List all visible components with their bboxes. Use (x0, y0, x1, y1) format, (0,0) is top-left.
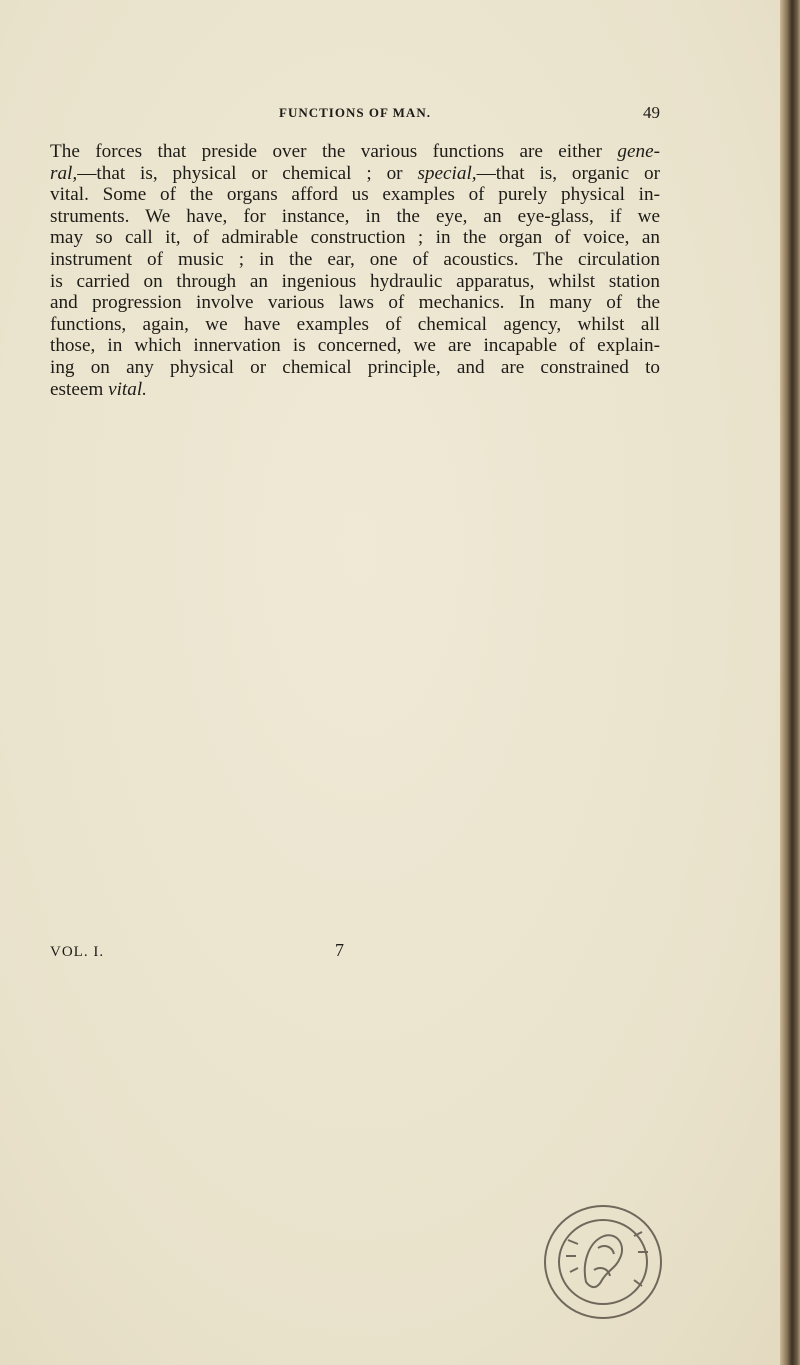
text-line: instrument of music ; in the ear, one of acoustics. The circulation (50, 248, 660, 270)
page-number: 49 (643, 103, 660, 122)
text-line: is carried on through an ingenious hydraulic apparatus, whilst station (50, 270, 660, 292)
text-line: those, in which innervation is concerned, we are incapable of explain- (50, 335, 660, 357)
text-line: and progression involve various laws of mechanics. In many of the (50, 292, 660, 314)
volume-label: VOL. I. (50, 944, 105, 960)
running-head (50, 103, 660, 125)
signature-line (50, 940, 660, 964)
body-paragraph (50, 141, 660, 400)
text-line: may so call it, of admirable construction ; in the organ of voice, an (50, 227, 660, 249)
text-line: esteem vital. (50, 378, 147, 400)
text-line: ing on any physical or chemical principle, and are constrained to (50, 356, 660, 378)
signature-mark: 7 (335, 940, 344, 960)
text-line: functions, again, we have examples of chemical agency, whilst all (50, 313, 660, 335)
text-line: vital. Some of the organs afford us examples of purely physical in- (50, 184, 660, 206)
book-binding-edge (780, 0, 800, 1365)
text-line: struments. We have, for instance, in the eye, an eye-glass, if we (50, 205, 660, 227)
text-line: ral,—that is, physical or chemical ; or special,—that is, organic or (50, 162, 660, 184)
library-stamp-icon (538, 1200, 668, 1325)
running-head-title: FUNCTIONS OF MAN. (279, 105, 431, 120)
text-line: The forces that preside over the various functions are either gene- (50, 141, 660, 162)
